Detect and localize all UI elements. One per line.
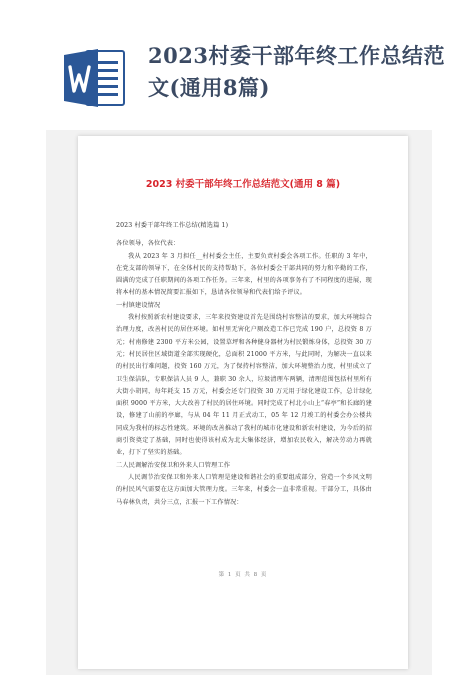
page-number: 第 1 页 共 8 页 xyxy=(218,572,268,578)
page-heading: 2023 村委干部年终工作总结范文(通用 8 篇) xyxy=(145,179,341,190)
paragraph-section-2: 人民调节治安保卫和外来人口管理是建设和谐社会的重要组成部分，营造一个乡风文明的村民风气需要在这方面加大管理力度。三年来，村委会一直非常重视。干部分工，具体由马春林负责，共分三点，汇报一下工作情况： xyxy=(116,473,372,506)
word-icon xyxy=(62,45,128,111)
paragraph-section-1: 我村按照新农村建设要求，三年来投资建设首先是围绕村容整洁的要求，加大环境综合治理力度，改善村民的居住环境。如村里无害化户厕改造工作已完成 190 户，总投资 8 万元；村南修建 2300 平方米公园，设置草坪和各种健身器材为村民锻炼身体，总投资 30 万元；村民居住区域街道全部实现硬化，总面积 21000 平方米，与此同时，为解决一直以来的村民出行难问题，投资 160 万元，为了保持村容整洁，加大环境整治力度，村里成立了卫生保洁队，专职保洁人员 9 人，兼职 30 余人，垃圾清理车两辆，清理范围包括村里所有大街小胡同，每年耗支 15 万元，村委会还专门投资 30 万元用于绿化建设工作，总计绿化面积 9000 平方米，大大改善了村民的居住环境。同时完成了村北小山上“春亭”和长廊的建设，修建了山前的亭廊，与从 04 年 11 月正式动工，05 年 12 月竣工的村委会办公楼共同成为我村的标志性建筑。环境的改善推动了我村的城市化建设和新农村建设，为今后的招商引资奠定了基础，同时也使得该村成为北大集体经济，增加农民收入，解决劳动力再就业，打下了坚实的基础。 xyxy=(116,314,372,457)
document-title: 2023村委干部年终工作总结范文(通用8篇) xyxy=(148,43,445,100)
paragraph-intro: 我从 2023 年 3 月担任__村村委会主任，主要负责村委会各项工作。任职的 3 年中，在党支部的领导下，在全体村民的支持帮助下，各位村委会干部共同的努力和辛勤的工作，圆满的完成了任职期间的各项工作任务。三年来，村里的各项事务有了不同程度的进展，现将本村的基本情况简要汇报如下，恳请各位领导和代表们给予评议。 xyxy=(116,252,372,297)
page-body xyxy=(116,220,372,509)
section-heading-2: 二人民调解治安保卫和外来人口管理工作 xyxy=(116,461,231,469)
section-heading-1: 一村镇建设情况 xyxy=(116,301,161,309)
document-page-preview[interactable] xyxy=(78,136,408,669)
document-header xyxy=(0,0,474,125)
paragraph-greeting: 各位领导，各位代表： xyxy=(116,240,180,248)
paragraph-subtitle: 2023 村委干部年终工作总结(精选篇 1) xyxy=(116,222,229,229)
